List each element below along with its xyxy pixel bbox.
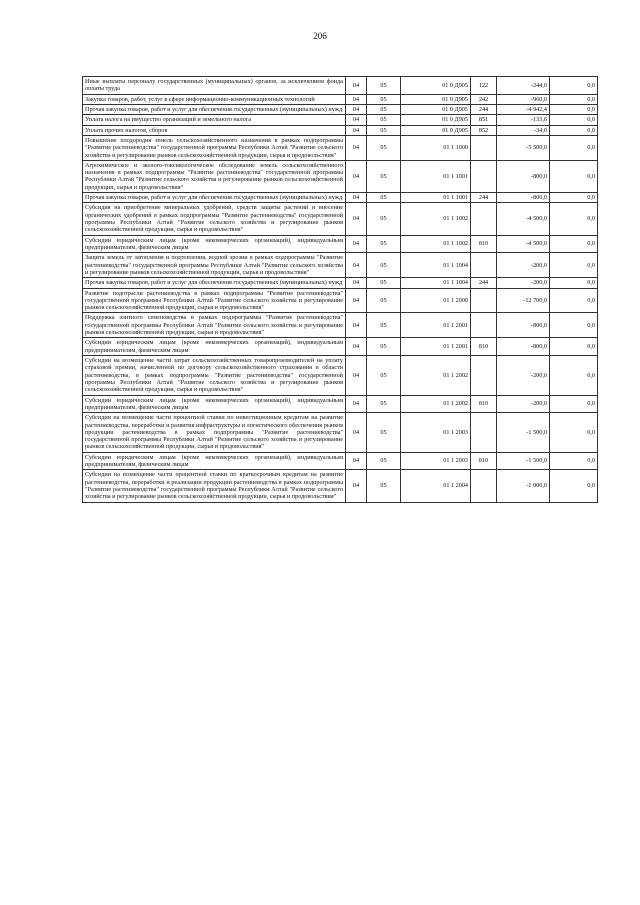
target-article-cell: 01 1 1000 bbox=[401, 135, 471, 160]
amount-cell: -1 000,0 bbox=[497, 470, 550, 502]
section-cell: 04 bbox=[346, 356, 367, 396]
row-name-cell: Поддержка элитного семеноводства в рамках подпрограммы "Развитие растениеводства" государственной программы Республики Алтай "Развитие сельского хозяйства и регулирование рынков сельскохозяйственной продукции, сырья и продовольствия" bbox=[83, 313, 346, 338]
subsection-cell: 05 bbox=[367, 288, 401, 313]
table-row bbox=[83, 253, 598, 278]
row-name-cell: Уплата прочих налогов, сборов bbox=[83, 125, 346, 135]
amount2-cell: 0,0 bbox=[550, 125, 598, 135]
table-row bbox=[83, 125, 598, 135]
table-row bbox=[83, 288, 598, 313]
subsection-cell: 05 bbox=[367, 235, 401, 253]
amount2-cell: 0,0 bbox=[550, 94, 598, 104]
expense-type-cell: 810 bbox=[471, 338, 497, 356]
target-article-cell: 01 1 2002 bbox=[401, 356, 471, 396]
row-name-cell: Агрохимическое и эколого-токсикологическое обследование земель сельскохозяйственного назначения в рамках подпрограммы "Развитие растениеводства" государственной программы Республики Алтай "Развитие сельского хозяйства и регулирование рынков сельскохозяйственной продукции, сырья и продовольствия" bbox=[83, 160, 346, 192]
section-cell: 04 bbox=[346, 235, 367, 253]
amount2-cell: 0,0 bbox=[550, 203, 598, 235]
amount2-cell: 0,0 bbox=[550, 395, 598, 413]
target-article-cell: 01 1 2003 bbox=[401, 413, 471, 453]
table-row bbox=[83, 115, 598, 125]
section-cell: 04 bbox=[346, 288, 367, 313]
section-cell: 04 bbox=[346, 115, 367, 125]
amount-cell: -4 942,4 bbox=[497, 104, 550, 114]
table-row bbox=[83, 470, 598, 502]
expense-type-cell: 810 bbox=[471, 395, 497, 413]
target-article-cell: 01 0 Д905 bbox=[401, 104, 471, 114]
expense-type-cell: 810 bbox=[471, 235, 497, 253]
expense-type-cell: 244 bbox=[471, 193, 497, 203]
section-cell: 04 bbox=[346, 135, 367, 160]
expense-type-cell: 242 bbox=[471, 94, 497, 104]
target-article-cell: 01 1 1004 bbox=[401, 253, 471, 278]
subsection-cell: 05 bbox=[367, 253, 401, 278]
subsection-cell: 05 bbox=[367, 115, 401, 125]
amount2-cell: 0,0 bbox=[550, 470, 598, 502]
subsection-cell: 05 bbox=[367, 413, 401, 453]
section-cell: 04 bbox=[346, 395, 367, 413]
amount-cell: -1 500,0 bbox=[497, 413, 550, 453]
amount-cell: -1 500,0 bbox=[497, 452, 550, 470]
amount-cell: -12 700,0 bbox=[497, 288, 550, 313]
subsection-cell: 05 bbox=[367, 278, 401, 288]
amount-cell: -4 500,0 bbox=[497, 203, 550, 235]
row-name-cell: Развитие подотрасли растениеводства в рамках подпрограммы "Развитие растениеводства" государственной программы Республики Алтай "Развитие сельского хозяйства и регулирование рынков сельскохозяйственной продукции, сырья и продовольствия" bbox=[83, 288, 346, 313]
expense-type-cell: 810 bbox=[471, 452, 497, 470]
expense-type-cell bbox=[471, 356, 497, 396]
subsection-cell: 05 bbox=[367, 203, 401, 235]
row-name-cell: Прочая закупка товаров, работ и услуг для обеспечения государственных (муниципальных) нужд bbox=[83, 193, 346, 203]
section-cell: 04 bbox=[346, 160, 367, 192]
table-row bbox=[83, 160, 598, 192]
table-row bbox=[83, 135, 598, 160]
amount2-cell: 0,0 bbox=[550, 313, 598, 338]
table-row bbox=[83, 77, 598, 95]
amount-cell: -800,0 bbox=[497, 338, 550, 356]
expense-type-cell: 244 bbox=[471, 278, 497, 288]
target-article-cell: 01 0 Д905 bbox=[401, 77, 471, 95]
section-cell: 04 bbox=[346, 253, 367, 278]
table-row bbox=[83, 313, 598, 338]
row-name-cell: Защита земель от затопления и подтопления, водной эрозии в рамках подпрограммы "Развитие растениеводства" государственной программы Республики Алтай "Развитие сельского хозяйства и регулирование рынков сельскохозяйственной продукции, сырья и продовольствия" bbox=[83, 253, 346, 278]
subsection-cell: 05 bbox=[367, 313, 401, 338]
expense-type-cell: 122 bbox=[471, 77, 497, 95]
expense-type-cell bbox=[471, 288, 497, 313]
subsection-cell: 05 bbox=[367, 104, 401, 114]
table-row bbox=[83, 193, 598, 203]
row-name-cell: Субсидии на возмещение части процентной ставки по краткосрочным кредитам на развитие растениеводства, переработки и реализации продукции растениеводства в рамках подпрограммы "Развитие растениеводства" государственной программы Республики Алтай "Развитие сельского хозяйства и регулирование рынков сельскохозяйственной продукции, сырья и продовольствия" bbox=[83, 470, 346, 502]
amount-cell: -800,0 bbox=[497, 160, 550, 192]
subsection-cell: 05 bbox=[367, 395, 401, 413]
amount2-cell: 0,0 bbox=[550, 413, 598, 453]
subsection-cell: 05 bbox=[367, 125, 401, 135]
row-name-cell: Субсидии юридическим лицам (кроме некоммерческих организаций), индивидуальным предпринимателям, физическим лицам bbox=[83, 452, 346, 470]
table-row bbox=[83, 94, 598, 104]
subsection-cell: 05 bbox=[367, 470, 401, 502]
target-article-cell: 01 1 1002 bbox=[401, 235, 471, 253]
target-article-cell: 01 1 1002 bbox=[401, 203, 471, 235]
subsection-cell: 05 bbox=[367, 135, 401, 160]
subsection-cell: 05 bbox=[367, 94, 401, 104]
target-article-cell: 01 1 2002 bbox=[401, 395, 471, 413]
expense-type-cell bbox=[471, 160, 497, 192]
row-name-cell: Субсидии юридическим лицам (кроме некоммерческих организаций), индивидуальным предпринимателям, физическим лицам bbox=[83, 235, 346, 253]
table-row bbox=[83, 104, 598, 114]
expense-type-cell bbox=[471, 135, 497, 160]
section-cell: 04 bbox=[346, 193, 367, 203]
section-cell: 04 bbox=[346, 94, 367, 104]
amount-cell: -34,0 bbox=[497, 125, 550, 135]
table-body bbox=[83, 77, 598, 503]
amount2-cell: 0,0 bbox=[550, 253, 598, 278]
section-cell: 04 bbox=[346, 313, 367, 338]
target-article-cell: 01 0 Д905 bbox=[401, 94, 471, 104]
subsection-cell: 05 bbox=[367, 193, 401, 203]
amount2-cell: 0,0 bbox=[550, 77, 598, 95]
row-name-cell: Субсидии на возмещение части затрат сельскохозяйственных товаропроизводителей на уплату страховой премии, начисленной по договору сельскохозяйственного страхования в области растениеводства, в рамках подпрограммы "Развитие растениеводства" государственной программы Республики Алтай "Развитие сельского хозяйства и регулирование рынков сельскохозяйственной продукции, сырья и продовольствия" bbox=[83, 356, 346, 396]
expense-type-cell bbox=[471, 413, 497, 453]
row-name-cell: Прочая закупка товаров, работ и услуг для обеспечения государственных (муниципальных) нужд bbox=[83, 104, 346, 114]
section-cell: 04 bbox=[346, 278, 367, 288]
amount2-cell: 0,0 bbox=[550, 135, 598, 160]
section-cell: 04 bbox=[346, 203, 367, 235]
expense-type-cell bbox=[471, 203, 497, 235]
subsection-cell: 05 bbox=[367, 338, 401, 356]
row-name-cell: Субсидии на возмещение части процентной ставки по инвестиционным кредитам на развитие растениеводства, переработки и развития инфраструктуры и логистического обеспечения рынков продукции растениеводства в рамках подпрограммы "Развитие растениеводства" государственной программы Республики Алтай "Развитие сельского хозяйства и регулирование рынков сельскохозяйственной продукции, сырья и продовольствия" bbox=[83, 413, 346, 453]
expense-type-cell bbox=[471, 253, 497, 278]
subsection-cell: 05 bbox=[367, 356, 401, 396]
budget-table bbox=[82, 76, 598, 503]
amount2-cell: 0,0 bbox=[550, 115, 598, 125]
table-row bbox=[83, 203, 598, 235]
row-name-cell: Субсидии юридическим лицам (кроме некоммерческих организаций), индивидуальным предпринимателям, физическим лицам bbox=[83, 338, 346, 356]
section-cell: 04 bbox=[346, 413, 367, 453]
section-cell: 04 bbox=[346, 125, 367, 135]
section-cell: 04 bbox=[346, 77, 367, 95]
target-article-cell: 01 1 1004 bbox=[401, 278, 471, 288]
amount-cell: -200,0 bbox=[497, 278, 550, 288]
section-cell: 04 bbox=[346, 452, 367, 470]
target-article-cell: 01 1 2004 bbox=[401, 470, 471, 502]
amount2-cell: 0,0 bbox=[550, 338, 598, 356]
target-article-cell: 01 1 1001 bbox=[401, 193, 471, 203]
amount-cell: -244,0 bbox=[497, 77, 550, 95]
amount-cell: -200,0 bbox=[497, 395, 550, 413]
target-article-cell: 01 1 2003 bbox=[401, 452, 471, 470]
amount-cell: -5 500,0 bbox=[497, 135, 550, 160]
row-name-cell: Субсидии юридическим лицам (кроме некоммерческих организаций), индивидуальным предпринимателям, физическим лицам bbox=[83, 395, 346, 413]
target-article-cell: 01 1 2001 bbox=[401, 338, 471, 356]
amount-cell: -200,0 bbox=[497, 356, 550, 396]
amount-cell: -800,0 bbox=[497, 313, 550, 338]
amount2-cell: 0,0 bbox=[550, 356, 598, 396]
subsection-cell: 05 bbox=[367, 77, 401, 95]
amount-cell: -800,0 bbox=[497, 193, 550, 203]
expense-type-cell: 851 bbox=[471, 115, 497, 125]
subsection-cell: 05 bbox=[367, 452, 401, 470]
amount2-cell: 0,0 bbox=[550, 160, 598, 192]
amount2-cell: 0,0 bbox=[550, 278, 598, 288]
amount-cell: -960,0 bbox=[497, 94, 550, 104]
amount-cell: -4 500,0 bbox=[497, 235, 550, 253]
row-name-cell: Иные выплаты персоналу государственных (муниципальных) органов, за исключением фонда оплаты труда bbox=[83, 77, 346, 95]
amount-cell: -133,6 bbox=[497, 115, 550, 125]
row-name-cell: Закупка товаров, работ, услуг в сфере информационно-коммуникационных технологий bbox=[83, 94, 346, 104]
table-row bbox=[83, 278, 598, 288]
amount2-cell: 0,0 bbox=[550, 288, 598, 313]
section-cell: 04 bbox=[346, 338, 367, 356]
page-number: 206 bbox=[313, 31, 327, 41]
table-row bbox=[83, 356, 598, 396]
target-article-cell: 01 1 2001 bbox=[401, 313, 471, 338]
expense-type-cell: 852 bbox=[471, 125, 497, 135]
target-article-cell: 01 1 1001 bbox=[401, 160, 471, 192]
row-name-cell: Уплата налога на имущество организаций и земельного налога bbox=[83, 115, 346, 125]
row-name-cell: Прочая закупка товаров, работ и услуг для обеспечения государственных (муниципальных) нужд bbox=[83, 278, 346, 288]
section-cell: 04 bbox=[346, 470, 367, 502]
section-cell: 04 bbox=[346, 104, 367, 114]
table-row bbox=[83, 338, 598, 356]
amount2-cell: 0,0 bbox=[550, 104, 598, 114]
amount2-cell: 0,0 bbox=[550, 452, 598, 470]
table-row bbox=[83, 413, 598, 453]
expense-type-cell: 244 bbox=[471, 104, 497, 114]
amount2-cell: 0,0 bbox=[550, 235, 598, 253]
target-article-cell: 01 0 Д905 bbox=[401, 125, 471, 135]
target-article-cell: 01 1 2000 bbox=[401, 288, 471, 313]
subsection-cell: 05 bbox=[367, 160, 401, 192]
row-name-cell: Субсидия на приобретение минеральных удобрений, средств защиты растений и внесение органических удобрений в рамках подпрограммы "Развитие растениеводства" государственной программы Республики Алтай "Развитие сельского хозяйства и регулирование рынков сельскохозяйственной продукции, сырья и продовольствия" bbox=[83, 203, 346, 235]
amount2-cell: 0,0 bbox=[550, 193, 598, 203]
table-row bbox=[83, 235, 598, 253]
expense-type-cell bbox=[471, 313, 497, 338]
table-row bbox=[83, 395, 598, 413]
target-article-cell: 01 0 Д905 bbox=[401, 115, 471, 125]
amount-cell: -200,0 bbox=[497, 253, 550, 278]
table-row bbox=[83, 452, 598, 470]
expense-type-cell bbox=[471, 470, 497, 502]
row-name-cell: Повышение плодородия земель сельскохозяйственного назначения в рамках подпрограммы "Развитие растениеводства" государственной программы Республики Алтай "Развитие сельского хозяйства и регулирование рынков сельскохозяйственной продукции, сырья и продовольствия" bbox=[83, 135, 346, 160]
